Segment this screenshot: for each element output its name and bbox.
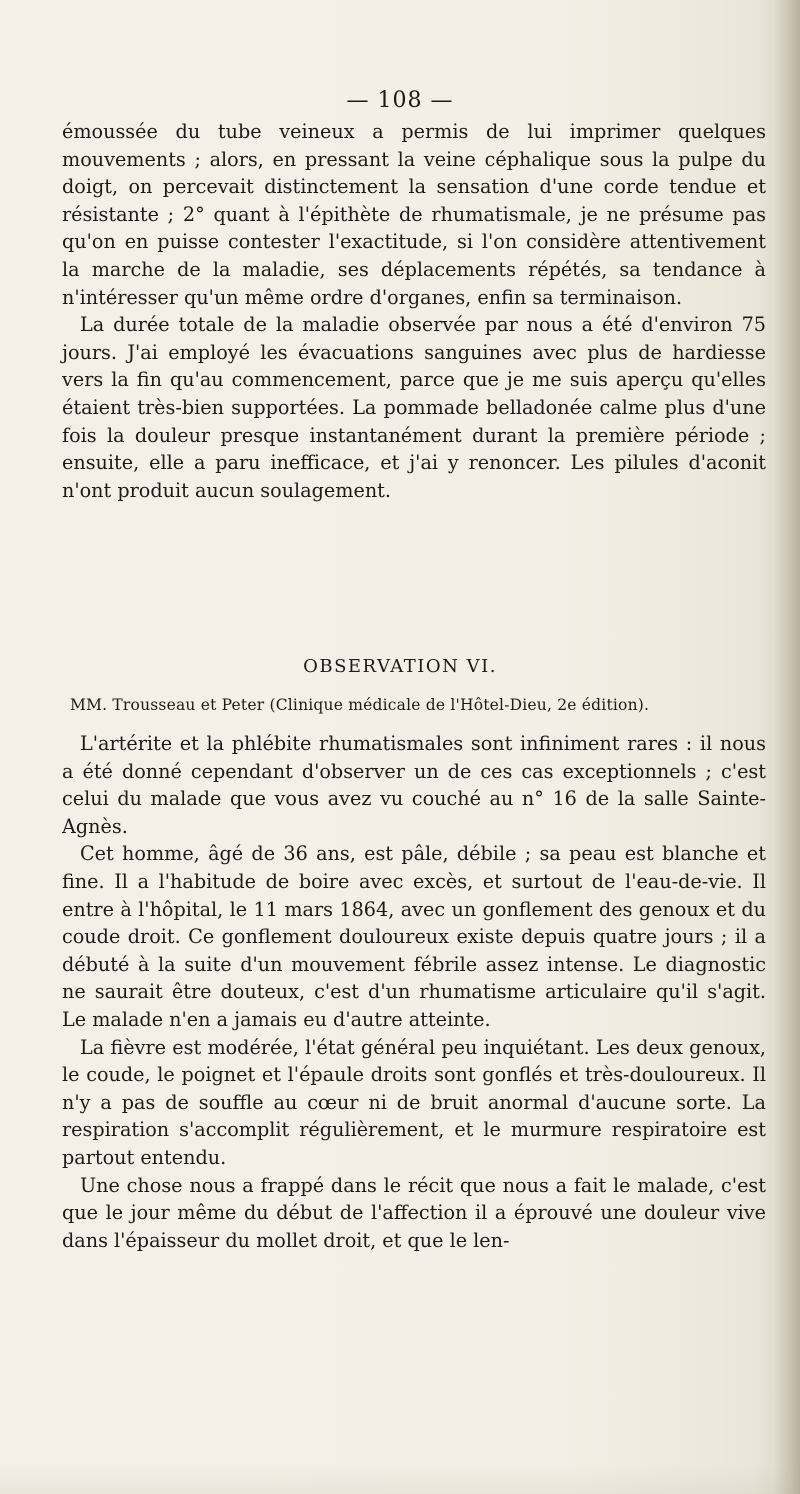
paragraph: La fièvre est modérée, l'état général peu inquiétant. Les deux genoux, le coude, le poignet et l'épaule droits sont gonflés et très-douloureux. Il n'y a pas de souffle au cœur ni de bruit anormal d'aucune sorte. La respiration s'accomplit régulièrement, et le murmure respiratoire est partout entendu. <box>62 1035 766 1169</box>
paragraph: L'artérite et la phlébite rhumatismales sont infiniment rares : il nous a été donné cependant d'observer un de ces cas exceptionnels ; c'est celui du malade que vous avez vu couché au n° 16 de la salle Sainte-Agnès. <box>62 732 766 838</box>
paragraph: Cet homme, âgé de 36 ans, est pâle, débile ; sa peau est blanche et fine. Il a l'habitude de boire avec excès, et surtout de l'eau-de-vie. Il entre à l'hôpital, le 11 mars 1864, avec un gonflement des genoux et du coude droit. Ce gonflement douloureux existe depuis quatre jours ; il a débuté à la suite d'un mouvement fébrile assez intense. Le diagnostic ne saurait être douteux, c'est d'un rhumatisme articulaire qu'il s'agit. Le malade n'en a jamais eu d'autre atteinte. <box>62 842 766 1031</box>
page-edge-shadow <box>774 0 800 1494</box>
page-number: — 108 — <box>346 88 454 113</box>
paragraph: La durée totale de la maladie observée par nous a été d'environ 75 jours. J'ai employé les évacuations sanguines avec plus de hardiesse vers la fin qu'au commencement, parce que je me suis aperçu qu'elles étaient très-bien supportées. La pommade belladonée calme plus d'une fois la douleur presque instantanément durant la première période ; ensuite, elle a paru inefficace, et j'ai y renoncer. Les pilules d'aconit n'ont produit aucun soulagement. <box>62 313 766 502</box>
paragraph: émoussée du tube veineux a permis de lui imprimer quelques mouvements ; alors, en pressant la veine céphalique sous la pulpe du doigt, on percevait distinctement la sensation d'une corde tendue et résistante ; 2° quant à l'épithète de rhumatismale, je ne présume pas qu'on en puisse contester l'exactitude, si l'on considère attentivement la marche de la maladie, ses déplacements répétés, sa tendance à n'intéresser qu'un même ordre d'organes, enfin sa terminaison. <box>62 120 766 309</box>
page-bottom-shadow <box>0 1464 800 1494</box>
paragraph: Une chose nous a frappé dans le récit que nous a fait le malade, c'est que le jour même du début de l'affection il a éprouvé une douleur vive dans l'épaisseur du mollet droit, et que le len- <box>62 1173 766 1252</box>
source-citation: MM. Trousseau et Peter (Clinique médicale de l'Hôtel-Dieu, 2e édition). <box>70 696 650 714</box>
observation-heading: OBSERVATION VI. <box>303 656 497 677</box>
text-block-before-observation <box>62 118 766 504</box>
text-block-observation <box>62 730 766 1254</box>
